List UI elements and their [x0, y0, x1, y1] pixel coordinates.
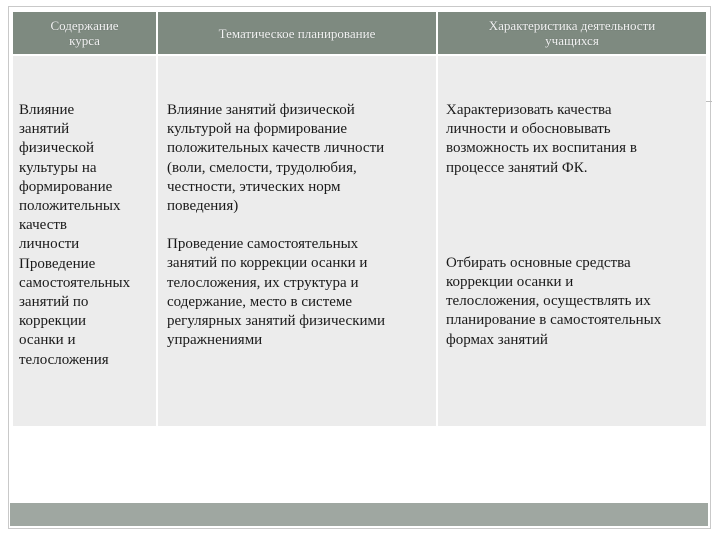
header-activity: Характеристика деятельности учащихся [438, 12, 706, 54]
activity-paragraph-1: Характеризовать качества личности и обосновывать возможность их воспитания в процессе занятий ФК. [446, 102, 637, 176]
activity-paragraph-2: Отбирать основные средства коррекции осанки и телосложения, осуществлять их планирование в самостоятельных формах занятий [446, 254, 662, 348]
header-planning: Тематическое планирование [158, 12, 436, 54]
footer-band [10, 503, 708, 526]
planning-paragraph-2: Проведение самостоятельных занятий по коррекции осанки и телосложения, их структура и содержание, место в системе регулярных занятий физическими упражнениями [167, 236, 386, 349]
planning-paragraph-1: Влияние занятий физической культурой на формирование положительных качеств личности (воли, смелости, трудолюбия, честности, этических норм поведения) [167, 102, 385, 215]
content-paragraph-1: Влияние занятий физической культуры на формирование положительных качеств личности [19, 102, 121, 253]
content-paragraph-2: Проведение самостоятельных занятий по коррекции осанки и телосложения [19, 255, 131, 368]
cell-content [13, 56, 156, 426]
curriculum-table [13, 12, 706, 426]
header-content: Содержание курса [13, 12, 156, 54]
cell-planning [158, 56, 436, 426]
cell-activity [438, 56, 706, 426]
